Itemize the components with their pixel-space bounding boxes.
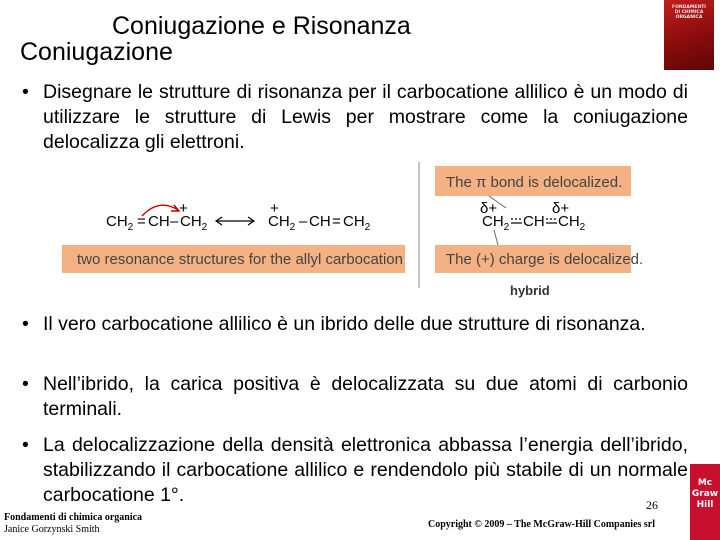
caption-bottom-right: The (+) charge is delocalized. (446, 251, 644, 268)
structure-2-double-bond: = (332, 213, 341, 230)
structure-1-single-bond: – (170, 213, 179, 230)
leader-line-bottom (494, 230, 498, 245)
footer-copyright: Copyright © 2009 – The McGraw-Hill Companies srl (428, 519, 656, 530)
structure-2-charge: + (270, 200, 279, 217)
hybrid-structure (480, 200, 586, 233)
resonance-structure-1 (106, 200, 208, 233)
caption-top-right: The π bond is delocalized. (446, 174, 623, 191)
structure-1-double-bond: = (137, 213, 146, 230)
structure-2-ch-mid: CH (309, 213, 331, 230)
bullet-marker: • (22, 81, 29, 103)
bullet-text: Il vero carbocatione allilico è un ibrido delle due strutture di risonanza. (43, 313, 646, 335)
bullet-marker: • (22, 434, 29, 456)
hybrid-ch2-left: $CH_2$ (482, 213, 510, 233)
footer-author: Janice Gorzynski Smith (4, 524, 100, 535)
structure-1-ch2-left: $CH_2$ (106, 213, 134, 233)
structure-1-ch2-right: $CH_2$ (180, 213, 208, 233)
structure-2-ch2-left: $CH_2$ (268, 213, 296, 233)
bullet-item (22, 80, 688, 155)
bullet-item (22, 312, 688, 337)
resonance-structure-2 (268, 200, 371, 233)
structure-2-ch2-right: $CH_2$ (343, 213, 371, 233)
page-number: 26 (646, 498, 658, 512)
bullet-marker: • (22, 313, 29, 335)
mcgraw-hill-logo: Mc Graw Hill (690, 464, 720, 540)
slide-title: Coniugazione e Risonanza (112, 12, 411, 40)
book-cover-title: FONDAMENTI DI CHIMICA ORGANICA (672, 5, 706, 20)
section-heading: Coniugazione (20, 38, 173, 66)
hybrid-label: hybrid (510, 283, 550, 298)
resonance-arrow (216, 217, 254, 225)
bullet-text: La delocalizzazione della densità elettronica abbassa l’energia dell’ibrido, stabilizzando il carbocatione allilico e rendendolo più stabile di un normale carbocatione 1°. (43, 434, 688, 506)
bullet-marker: • (22, 373, 29, 395)
structure-1-charge: + (179, 200, 188, 217)
bullet-text: Disegnare le strutture di risonanza per il carbocatione allilico è un modo di utilizzare le strutture di Lewis per mostrare come la coniugazione delocalizza gli elettroni. (43, 81, 688, 153)
structure-2-single-bond: – (299, 213, 308, 230)
bullet-item (22, 372, 688, 422)
hybrid-delta-right: δ+ (552, 200, 570, 217)
hybrid-delta-left: δ+ (480, 200, 498, 217)
structure-1-ch-mid: CH (148, 213, 170, 230)
hybrid-ch-mid: CH (523, 213, 545, 230)
footer-book-title: Fondamenti di chimica organica (4, 512, 143, 523)
bullet-item (22, 433, 688, 508)
hybrid-ch2-right: $CH_2$ (558, 213, 586, 233)
book-cover-image (664, 0, 714, 70)
caption-left: two resonance structures for the allyl carbocation (77, 251, 403, 268)
bullet-text: Nell’ibrido, la carica positiva è delocalizzata su due atomi di carbonio terminali. (43, 373, 688, 420)
resonance-figure (62, 160, 652, 300)
